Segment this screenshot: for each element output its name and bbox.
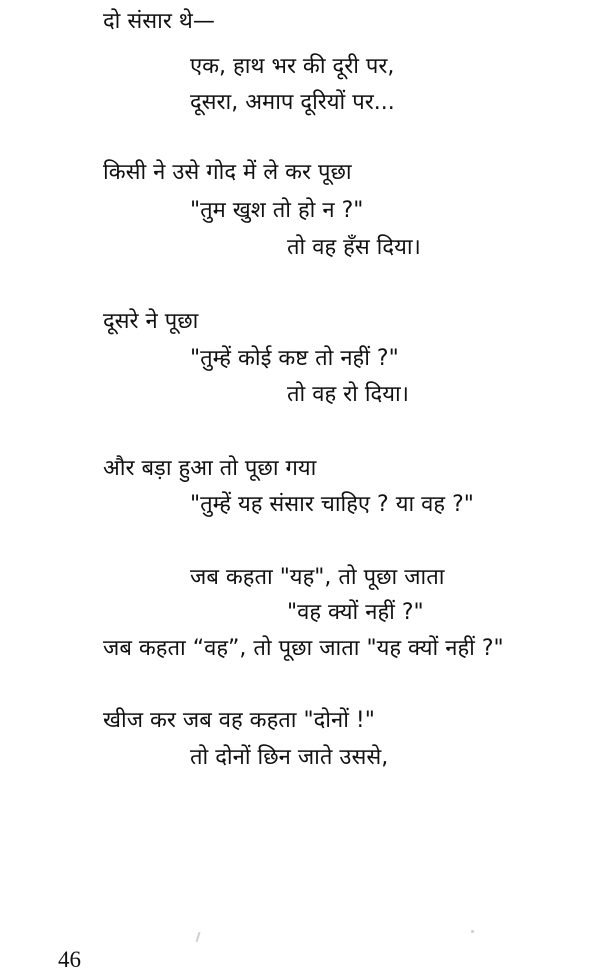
poem-line: दो संसार थे— (103, 9, 215, 34)
poem-line: दूसरे ने पूछा (103, 309, 199, 334)
poem-line: "तुम्हें कोई कष्ट तो नहीं ?" (190, 346, 399, 371)
poem-line: जब कहता “वह”, तो पूछा जाता "यह क्यों नहीं ?" (103, 636, 504, 661)
poem-line: तो वह हँस दिया। (287, 235, 421, 260)
poem-line: एक, हाथ भर की दूरी पर, (190, 54, 395, 79)
poem-line: "तुम्हें यह संसार चाहिए ? या वह ?" (190, 492, 474, 517)
poem-line: किसी ने उसे गोद में ले कर पूछा (103, 160, 352, 185)
poem-line: तो दोनों छिन जाते उससे, (190, 745, 389, 770)
paper-speck (471, 930, 474, 933)
poem-line: खीज कर जब वह कहता "दोनों !" (103, 708, 375, 733)
poem-line: तो वह रो दिया। (287, 382, 410, 407)
poem-line: दूसरा, अमाप दूरियों पर... (190, 90, 395, 115)
page-number: 46 (58, 947, 81, 972)
poem-line: जब कहता "यह", तो पूछा जाता (190, 565, 445, 590)
poem-line: "वह क्यों नहीं ?" (287, 600, 424, 625)
poem-line: "तुम खुश तो हो न ?" (190, 198, 364, 223)
poem-line: और बड़ा हुआ तो पूछा गया (103, 456, 317, 481)
paper-speck (196, 932, 201, 942)
